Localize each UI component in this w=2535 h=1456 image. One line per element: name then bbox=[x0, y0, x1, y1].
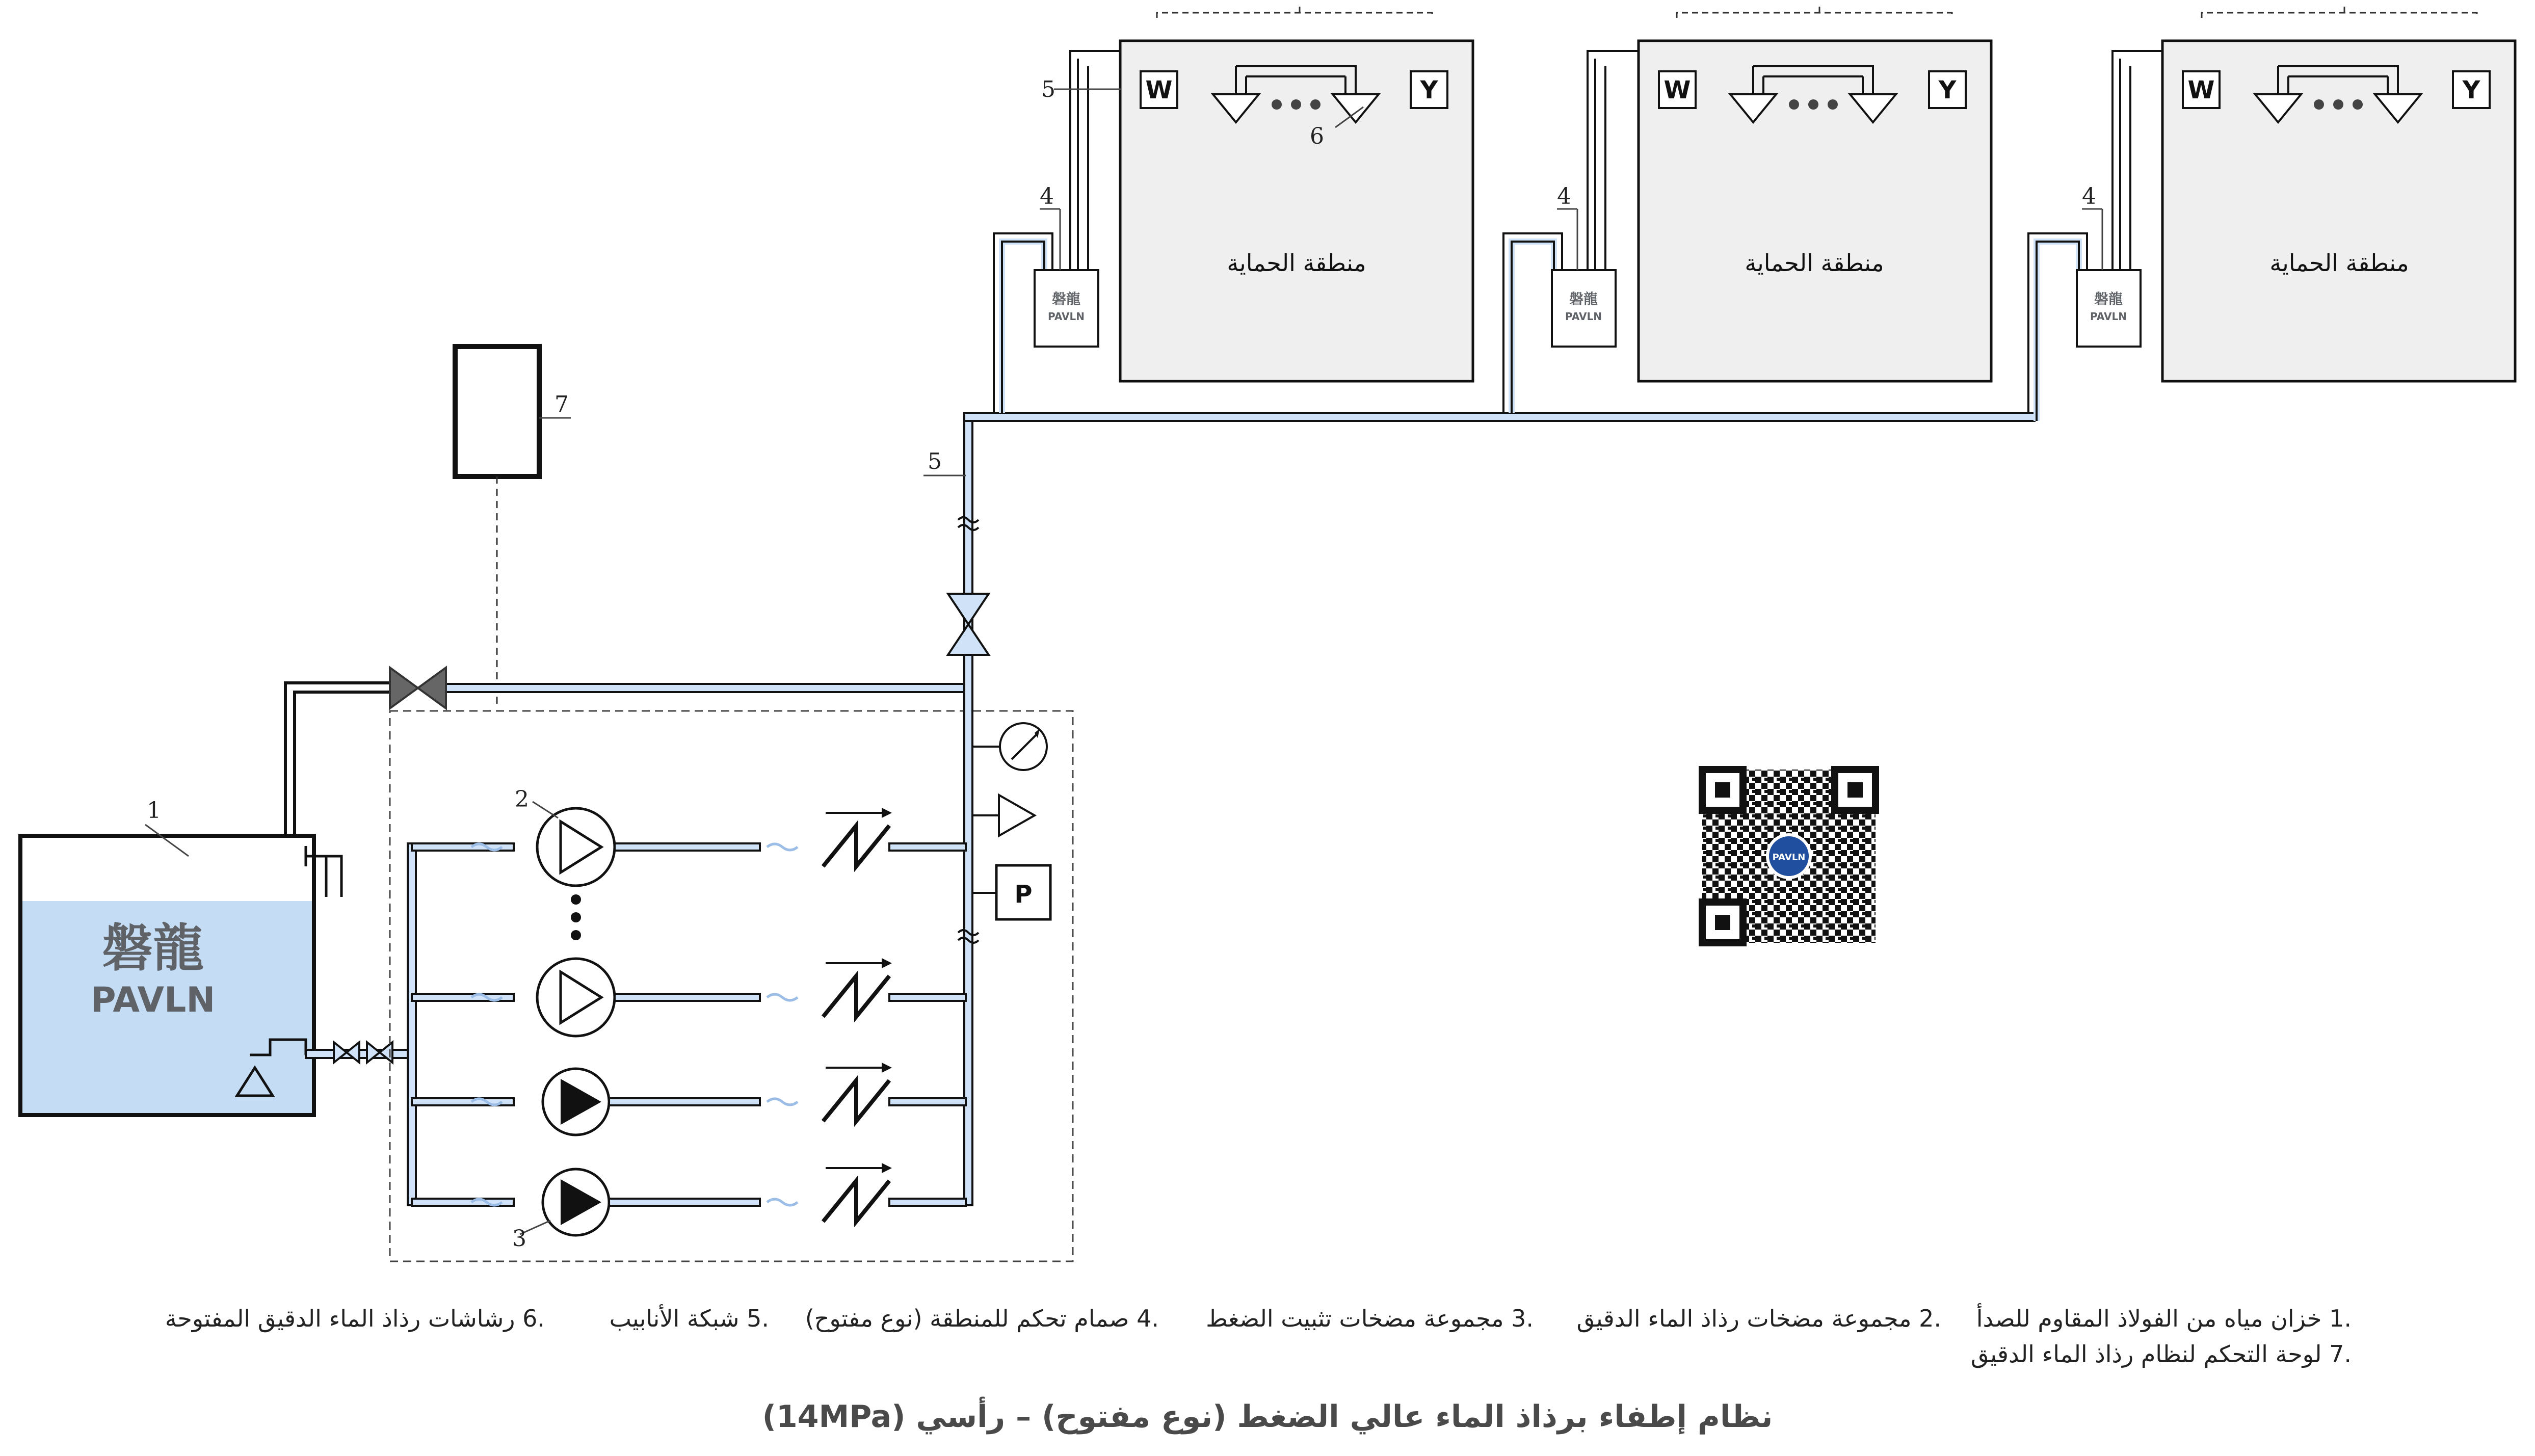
label-3: 3 bbox=[512, 1226, 526, 1252]
svg-text:W: W bbox=[1663, 76, 1691, 104]
svg-text:磐龍: 磐龍 bbox=[2094, 290, 2123, 307]
zone-label-2: منطقة الحماية bbox=[1745, 249, 1884, 277]
label-5-zone1: 5 bbox=[1041, 76, 1055, 102]
svg-text:Y: Y bbox=[2462, 76, 2480, 104]
legend-item-4: .4 صمام تحكم للمنطقة (نوع مفتوح) bbox=[805, 1305, 1159, 1332]
suction-pipe bbox=[306, 1042, 408, 1063]
page-title: نظام إطفاء برذاذ الماء عالي الضغط (نوع مفتوح) – رأسي (14MPa) bbox=[762, 1399, 1773, 1435]
qr-code bbox=[1702, 770, 1876, 943]
pump-row-3 bbox=[412, 1063, 966, 1135]
label-1: 1 bbox=[147, 798, 161, 824]
tank-brand-en: PAVLN bbox=[90, 980, 216, 1020]
zone-label-1: منطقة الحماية bbox=[1227, 249, 1366, 277]
zone-valve-2 bbox=[1552, 270, 1616, 347]
legend-item-5: .5 شبكة الأنابيب bbox=[609, 1305, 769, 1332]
svg-text:PAVLN: PAVLN bbox=[2090, 310, 2127, 323]
label-2: 2 bbox=[515, 786, 529, 812]
sensor-w: W bbox=[1145, 76, 1173, 104]
legend-item-2: .2 مجموعة مضخات رذاذ الماء الدقيق bbox=[1576, 1305, 1941, 1332]
legend-item-6: .6 رشاشات رذاذ الماء الدقيق المفتوحة bbox=[165, 1305, 545, 1332]
distribution-main bbox=[964, 413, 2035, 421]
pressure-tag: P bbox=[1014, 880, 1033, 909]
label-5-riser: 5 bbox=[928, 448, 942, 474]
label-7: 7 bbox=[554, 391, 569, 417]
legend-item-1: .1 خزان مياه من الفولاذ المقاوم للصدأ bbox=[1976, 1305, 2352, 1332]
zone-valve-1 bbox=[1035, 270, 1098, 347]
pump-row-1 bbox=[412, 808, 966, 886]
svg-text:W: W bbox=[2187, 76, 2215, 104]
legend-item-7: .7 لوحة التحكم لنظام رذاذ الماء الدقيق bbox=[1970, 1340, 2352, 1368]
control-panel bbox=[455, 347, 539, 476]
svg-text:PAVLN: PAVLN bbox=[1772, 852, 1806, 863]
svg-text:Y: Y bbox=[1938, 76, 1957, 104]
main-valve bbox=[390, 668, 418, 708]
label-4-zone2: 4 bbox=[1557, 183, 1571, 209]
zone-label-3: منطقة الحماية bbox=[2269, 249, 2409, 277]
legend-item-3: .3 مجموعة مضخات تثبيت الضغط bbox=[1206, 1305, 1534, 1332]
relief-valve bbox=[999, 795, 1035, 836]
check-valve bbox=[823, 826, 889, 866]
svg-text:PAVLN: PAVLN bbox=[1048, 310, 1085, 323]
pump-row-4 bbox=[412, 1163, 966, 1235]
zone-valve-3 bbox=[2077, 270, 2141, 347]
main-riser bbox=[964, 418, 972, 1205]
label-6: 6 bbox=[1310, 123, 1324, 149]
tank-brand-cn: 磐龍 bbox=[102, 918, 204, 978]
protection-zone-2 bbox=[1503, 5, 1991, 413]
sensor-y: Y bbox=[1420, 76, 1438, 104]
riser-valve bbox=[948, 594, 989, 624]
svg-text:PAVLN: PAVLN bbox=[1565, 310, 1602, 323]
label-4-zone3: 4 bbox=[2082, 183, 2096, 209]
svg-text:磐龍: 磐龍 bbox=[1051, 290, 1081, 307]
pump-row-2 bbox=[412, 958, 966, 1036]
svg-text:磐龍: 磐龍 bbox=[1569, 290, 1598, 307]
label-4-zone1: 4 bbox=[1040, 183, 1054, 209]
protection-zone-3 bbox=[2028, 5, 2515, 421]
protection-zone-1 bbox=[994, 5, 1473, 413]
